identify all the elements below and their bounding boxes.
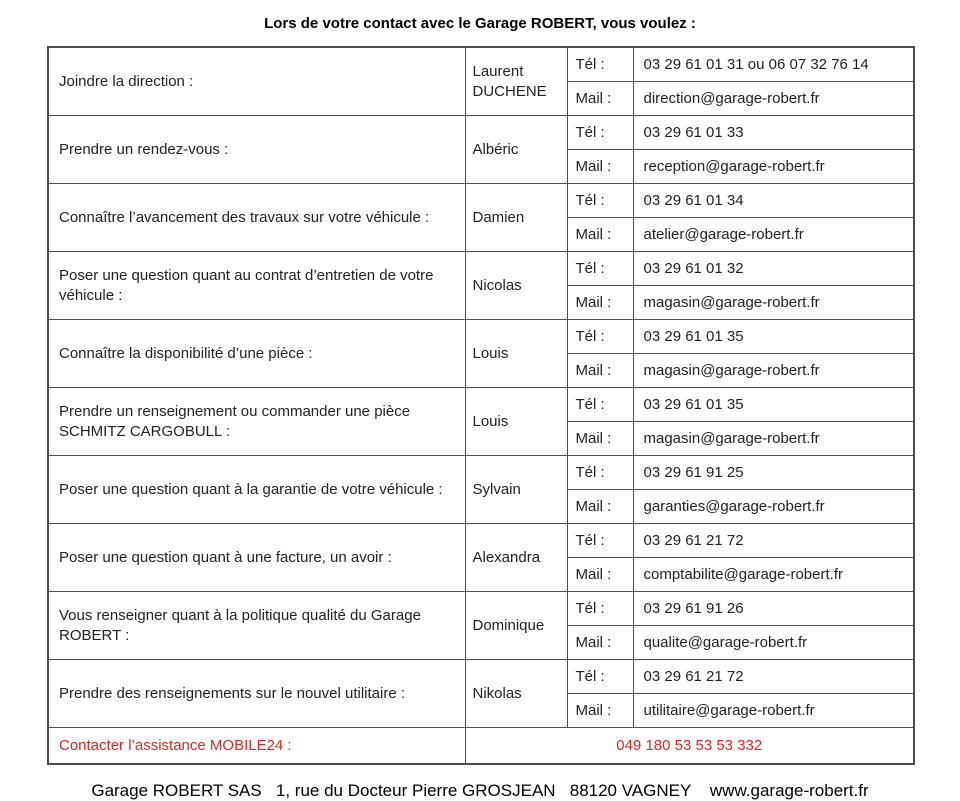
mail-label: Mail : (567, 694, 633, 728)
contact-person-cell: Louis (465, 388, 567, 456)
contact-reason-cell: Connaître la disponibilité d’une pièce : (48, 320, 465, 388)
mail-label: Mail : (567, 422, 633, 456)
mail-address: magasin@garage-robert.fr (633, 286, 914, 320)
contact-reason-cell: Prendre un renseignement ou commander une pièce SCHMITZ CARGOBULL : (48, 388, 465, 456)
contact-table (47, 46, 915, 765)
tel-number: 03 29 61 01 31 ou 06 07 32 76 14 (633, 47, 914, 82)
footer-address: Garage ROBERT SAS 1, rue du Docteur Pierre GROSJEAN 88120 VAGNEY www.garage-robert.fr (91, 781, 869, 800)
mail-label: Mail : (567, 218, 633, 252)
mail-label: Mail : (567, 558, 633, 592)
table-row (48, 184, 914, 218)
tel-label: Tél : (567, 184, 633, 218)
tel-label: Tél : (567, 388, 633, 422)
assistance-reason: Contacter l’assistance MOBILE24 : (48, 728, 465, 765)
table-row (48, 47, 914, 82)
mail-address: comptabilite@garage-robert.fr (633, 558, 914, 592)
contact-reason-cell: Prendre un rendez-vous : (48, 116, 465, 184)
contact-reason-cell: Poser une question quant à la garantie de votre véhicule : (48, 456, 465, 524)
mail-address: utilitaire@garage-robert.fr (633, 694, 914, 728)
tel-number: 03 29 61 91 26 (633, 592, 914, 626)
tel-label: Tél : (567, 47, 633, 82)
contact-reason-cell: Prendre des renseignements sur le nouvel utilitaire : (48, 660, 465, 728)
page-title: Lors de votre contact avec le Garage ROBERT, vous voulez : (264, 15, 696, 32)
mail-label: Mail : (567, 354, 633, 388)
table-row (48, 660, 914, 694)
tel-number: 03 29 61 01 32 (633, 252, 914, 286)
table-row (48, 592, 914, 626)
mail-address: magasin@garage-robert.fr (633, 422, 914, 456)
mail-address: magasin@garage-robert.fr (633, 354, 914, 388)
mail-label: Mail : (567, 626, 633, 660)
contact-person-cell: Laurent DUCHENE (465, 47, 567, 116)
contact-person-cell: Nicolas (465, 252, 567, 320)
contact-person-cell: Dominique (465, 592, 567, 660)
tel-label: Tél : (567, 592, 633, 626)
tel-number: 03 29 61 91 25 (633, 456, 914, 490)
table-row (48, 252, 914, 286)
tel-label: Tél : (567, 320, 633, 354)
tel-number: 03 29 61 01 35 (633, 320, 914, 354)
table-row (48, 116, 914, 150)
contact-person-cell: Alexandra (465, 524, 567, 592)
contact-reason-cell: Vous renseigner quant à la politique qualité du Garage ROBERT : (48, 592, 465, 660)
tel-number: 03 29 61 01 34 (633, 184, 914, 218)
assistance-row (48, 728, 914, 765)
table-row (48, 456, 914, 490)
mail-address: atelier@garage-robert.fr (633, 218, 914, 252)
tel-number: 03 29 61 21 72 (633, 524, 914, 558)
mail-label: Mail : (567, 286, 633, 320)
contact-reason-cell: Poser une question quant au contrat d’entretien de votre véhicule : (48, 252, 465, 320)
contact-person-cell: Nikolas (465, 660, 567, 728)
mail-address: qualite@garage-robert.fr (633, 626, 914, 660)
mail-address: direction@garage-robert.fr (633, 82, 914, 116)
contact-person-cell: Sylvain (465, 456, 567, 524)
contact-reason-cell: Joindre la direction : (48, 47, 465, 116)
mail-address: garanties@garage-robert.fr (633, 490, 914, 524)
table-row (48, 388, 914, 422)
tel-number: 03 29 61 01 35 (633, 388, 914, 422)
tel-label: Tél : (567, 456, 633, 490)
contact-reason-cell: Connaître l’avancement des travaux sur votre véhicule : (48, 184, 465, 252)
contact-person-cell: Damien (465, 184, 567, 252)
tel-number: 03 29 61 21 72 (633, 660, 914, 694)
mail-label: Mail : (567, 490, 633, 524)
mail-label: Mail : (567, 150, 633, 184)
contact-person-cell: Albéric (465, 116, 567, 184)
mail-label: Mail : (567, 82, 633, 116)
tel-label: Tél : (567, 252, 633, 286)
mail-address: reception@garage-robert.fr (633, 150, 914, 184)
assistance-phone: 049 180 53 53 53 332 (465, 728, 914, 765)
contact-reason-cell: Poser une question quant à une facture, un avoir : (48, 524, 465, 592)
contact-person-cell: Louis (465, 320, 567, 388)
tel-label: Tél : (567, 116, 633, 150)
table-row (48, 320, 914, 354)
tel-number: 03 29 61 01 33 (633, 116, 914, 150)
table-row (48, 524, 914, 558)
tel-label: Tél : (567, 660, 633, 694)
tel-label: Tél : (567, 524, 633, 558)
